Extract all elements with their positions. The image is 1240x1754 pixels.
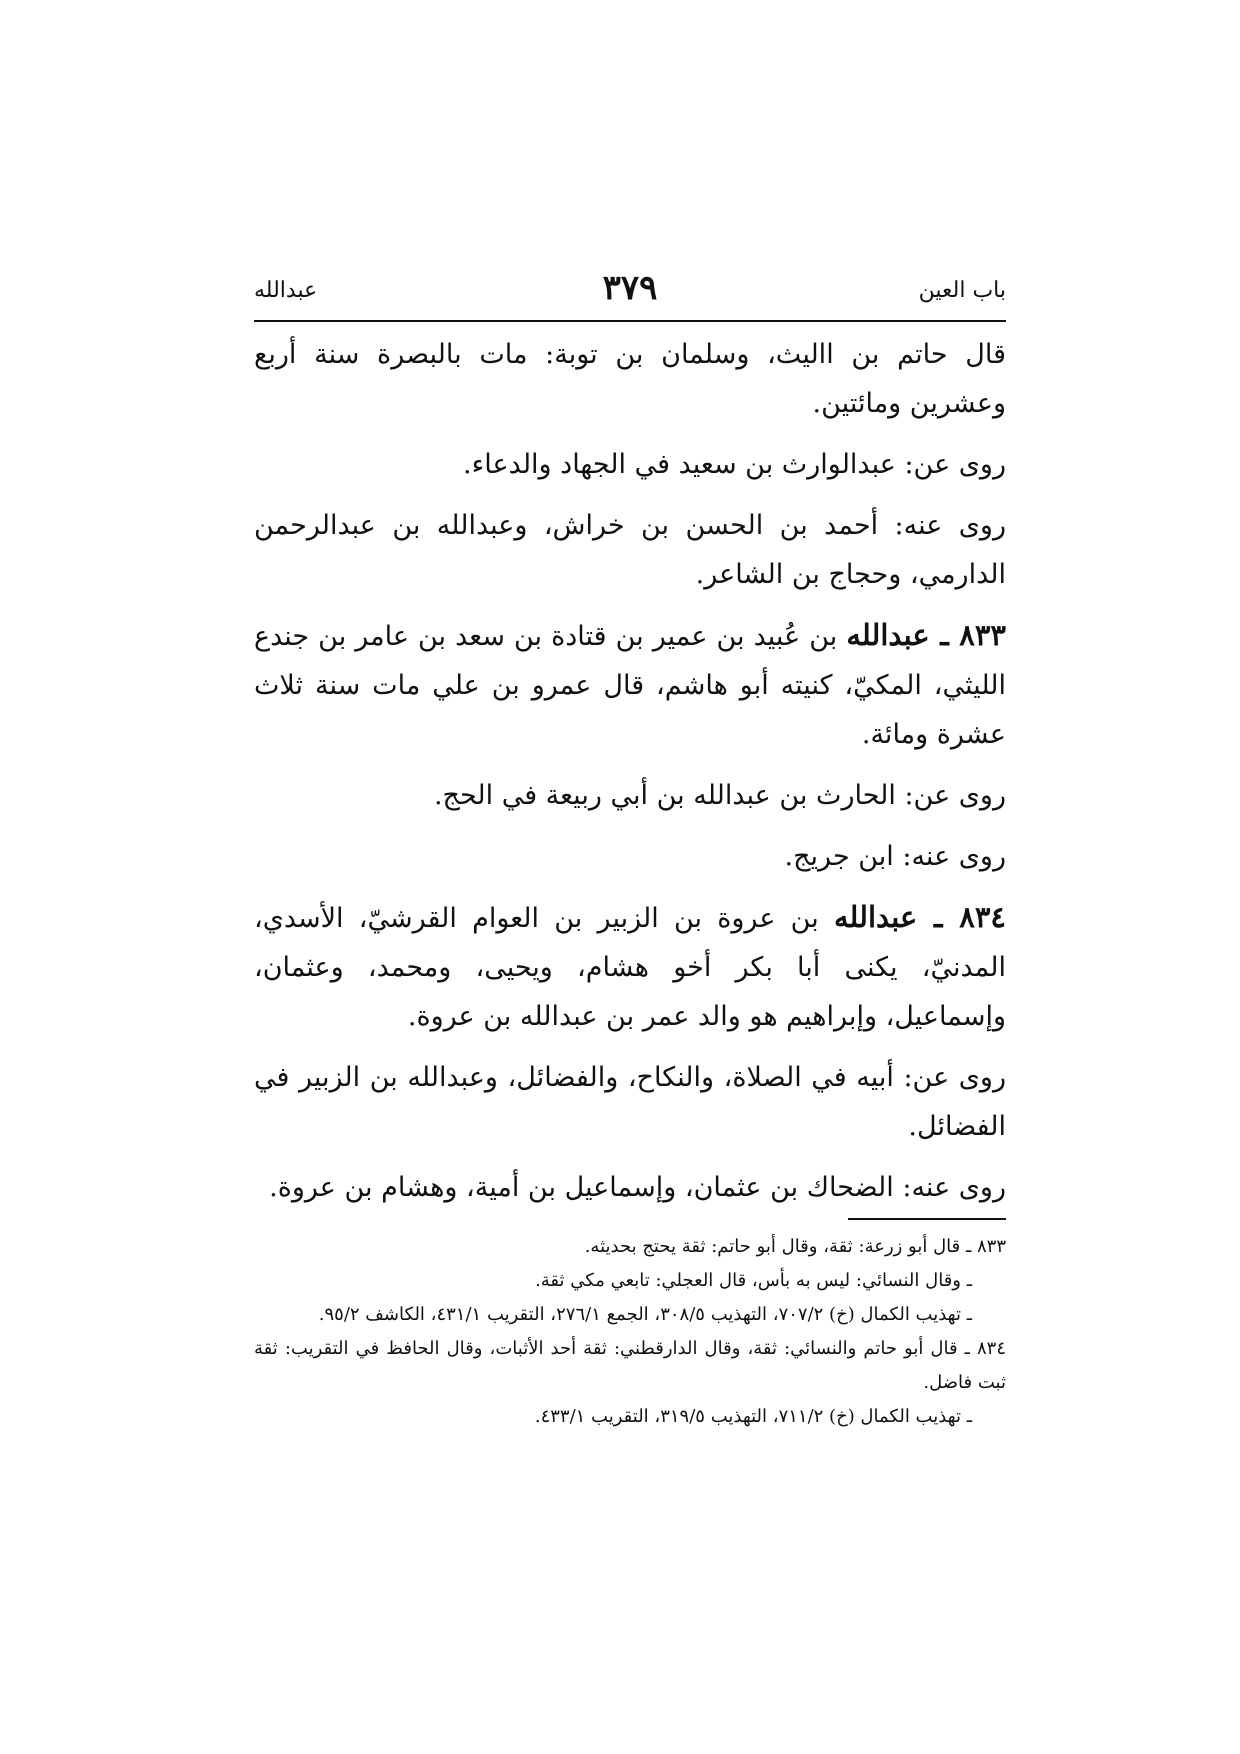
footnotes bbox=[254, 1230, 1006, 1434]
entry-834 bbox=[254, 893, 1006, 1041]
paragraph-5: روى عن: الحارث بن عبدالله بن أبي ربيعة في الحج. bbox=[433, 780, 1006, 811]
entry-834-title: ٨٣٤ ـ عبدالله bbox=[833, 900, 1006, 934]
paragraph-9: روى عنه: الضحاك بن عثمان، وإسماعيل بن أمية، وهشام بن عروة. bbox=[269, 1172, 1006, 1203]
paragraph-3: روى عنه: أحمد بن الحسن بن خراش، وعبدالله بن عبدالرحمن الدارمي، وحجاج بن الشاعر. bbox=[254, 510, 1006, 590]
footnote-834: ٨٣٤ ـ قال أبو حاتم والنسائي: ثقة، وقال الدارقطني: ثقة أحد الأثبات، وقال الحافظ في التقريب: ثقة ثبت فاضل. bbox=[254, 1338, 1006, 1393]
header-rule bbox=[254, 320, 1006, 322]
running-keyword: عبدالله bbox=[254, 278, 318, 303]
paragraph-6: روى عنه: ابن جريج. bbox=[784, 841, 1006, 872]
entry-833-title: ٨٣٣ ـ عبدالله bbox=[846, 618, 1007, 652]
entry-833 bbox=[254, 611, 1006, 759]
paragraph-2: روى عن: عبدالوارث بن سعيد في الجهاد والدعاء. bbox=[463, 449, 1006, 480]
footnote-833-nasai: ـ وقال النسائي: ليس به بأس، قال العجلي: تابعي مكي ثقة. bbox=[535, 1270, 972, 1291]
paragraph-8: روى عن: أبيه في الصلاة، والنكاح، والفضائل، وعبدالله بن الزبير في الفضائل. bbox=[254, 1062, 1006, 1142]
footnote-833: ٨٣٣ ـ قال أبو زرعة: ثقة، وقال أبو حاتم: ثقة يحتج بحديثه. bbox=[584, 1236, 1006, 1257]
footnote-833-refs: ـ تهذيب الكمال (خ) ٧٠٧/٢، التهذيب ٣٠٨/٥، الجمع ٢٧٦/١، التقريب ٤٣١/١، الكاشف ٩٥/٢. bbox=[318, 1304, 972, 1325]
entry-833-text: بن عُبيد بن عمير بن قتادة بن سعد بن عامر بن جندع الليثي، المكيّ، كنيته أبو هاشم، قال عمرو بن علي مات سنة ثلاث عشرة ومائة. bbox=[254, 621, 1006, 750]
entry-834-text: بن عروة بن الزبير بن العوام القرشيّ، الأسدي، المدنيّ، يكنى أبا بكر أخو هشام، ويحيى، ومحمد، وعثمان، وإسماعيل، وإبراهيم هو والد عمر بن عبدالله بن عروة. bbox=[254, 903, 1006, 1032]
paragraph-1: قال حاتم بن االيث، وسلمان بن توبة: مات بالبصرة سنة أربع وعشرين ومائتين. bbox=[254, 339, 1006, 419]
footnote-rule bbox=[848, 1218, 1006, 1220]
running-header bbox=[254, 268, 1006, 318]
main-text bbox=[254, 330, 1006, 1224]
footnote-834-refs: ـ تهذيب الكمال (خ) ٧١١/٢، التهذيب ٣١٩/٥، التقريب ٤٣٣/١. bbox=[534, 1406, 972, 1427]
page-number: ٣٧٩ bbox=[602, 268, 658, 308]
chapter-title: باب العين bbox=[918, 278, 1006, 303]
